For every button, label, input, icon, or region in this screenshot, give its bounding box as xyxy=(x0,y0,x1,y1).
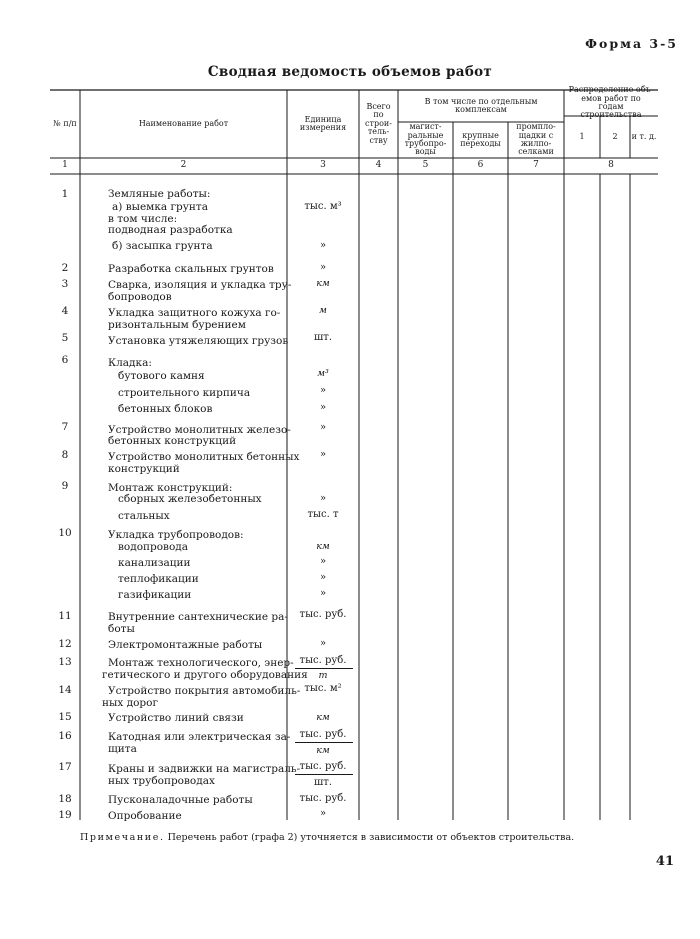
row-number: 5 xyxy=(61,332,69,344)
column-number-8: 8 xyxy=(608,160,614,171)
note-text: Перечень работ (графа 2) уточняется в зависимости от объектов строительства. xyxy=(167,832,575,843)
work-name-line: Земляные работы: xyxy=(108,188,211,200)
unit-of-measure: » xyxy=(319,493,327,504)
row-number: 11 xyxy=(58,610,72,622)
row-number: 1 xyxy=(61,188,69,200)
unit-of-measure: тыс. руб. xyxy=(299,609,347,620)
work-name-line: бутового камня xyxy=(118,370,205,382)
column-number-3: 3 xyxy=(320,160,326,171)
unit-of-measure: » xyxy=(319,638,327,649)
column-number-4: 4 xyxy=(375,160,382,171)
row-number: 6 xyxy=(61,354,69,366)
work-name-line: Установка утяжеляющих грузов xyxy=(108,335,289,347)
page-number: 41 xyxy=(655,854,674,869)
column-number-5: 5 xyxy=(422,160,429,171)
header-col-etc: и т. д. xyxy=(631,131,657,141)
work-name-line: Краны и задвижки на магистраль- xyxy=(108,763,301,775)
row-number: 16 xyxy=(58,730,72,742)
unit-of-measure: м³ xyxy=(317,368,329,379)
header-col-large-crossings: крупные переходы xyxy=(460,130,501,148)
work-name-line: Устройство линий связи xyxy=(108,712,244,724)
column-number-2: 2 xyxy=(180,160,187,171)
unit-of-measure: тыс. м³ xyxy=(304,201,342,212)
table-note xyxy=(80,832,574,843)
unit-divider-line xyxy=(295,742,353,743)
column-number-7: 7 xyxy=(533,160,539,171)
work-name-line: подводная разработка xyxy=(108,224,233,236)
unit-divider-line xyxy=(295,668,353,669)
unit-of-measure: » xyxy=(319,422,327,433)
header-col-unit: Единица измерения xyxy=(299,114,347,132)
work-name-line: ризонтальным бурением xyxy=(108,319,246,331)
row-number: 4 xyxy=(61,305,69,317)
work-name-line: Пусконаладочные работы xyxy=(108,794,253,806)
work-name-line: Укладка трубопроводов: xyxy=(108,529,244,541)
work-name-line: Устройство монолитных бетонных xyxy=(108,451,300,463)
row-number: 12 xyxy=(58,638,72,650)
unit-of-measure: м xyxy=(319,305,327,316)
work-name-line: теплофикации xyxy=(118,573,199,585)
row-number: 7 xyxy=(61,421,69,433)
header-col-industrial-sites: промпло-щадки с жилпо-селками xyxy=(516,122,556,157)
unit-of-measure: шт. xyxy=(313,777,332,788)
work-name-line: Опробование xyxy=(108,810,182,822)
work-name-line: Устройство монолитных железо- xyxy=(108,424,291,436)
row-number: 10 xyxy=(58,527,72,539)
work-name-line: Катодная или электрическая за- xyxy=(108,731,291,743)
unit-of-measure: тыс. руб. xyxy=(299,655,347,666)
header-group-years: Распределение объ-емов работ по годам строительства xyxy=(568,85,654,120)
document-title: Сводная ведомость объемов работ xyxy=(207,64,493,80)
work-name-line: Укладка защитного кожуха го- xyxy=(108,307,281,319)
unit-of-measure: » xyxy=(319,402,327,413)
work-name-line: Внутренние сантехнические ра- xyxy=(108,611,288,623)
row-number: 8 xyxy=(61,449,69,461)
work-name-line: газификации xyxy=(118,589,192,601)
work-name-line: боты xyxy=(108,623,135,635)
work-name-line: сборных железобетонных xyxy=(118,493,262,505)
work-name-line: б) засыпка грунта xyxy=(112,240,213,252)
header-group-complexes: В том числе по отдельным комплексам xyxy=(424,96,538,114)
row-number: 2 xyxy=(61,262,69,274)
work-name-line: а) выемка грунта xyxy=(112,201,208,213)
unit-of-measure: » xyxy=(319,262,327,273)
header-col-trunk-pipelines: магист-ральные трубопро-воды xyxy=(404,122,447,157)
unit-of-measure: » xyxy=(319,588,327,599)
row-number: 17 xyxy=(58,761,72,773)
work-name-line: Монтаж конструкций: xyxy=(108,482,233,494)
work-name-line: бопроводов xyxy=(108,291,172,303)
unit-of-measure: км xyxy=(316,745,330,756)
header-col-year-1: 1 xyxy=(579,131,585,141)
unit-of-measure: » xyxy=(319,449,327,460)
work-name-line: Кладка: xyxy=(108,357,152,369)
unit-of-measure: км xyxy=(316,712,330,723)
header-col-name: Наименование работ xyxy=(138,118,229,128)
unit-of-measure: » xyxy=(319,572,327,583)
unit-of-measure: тыс. м² xyxy=(304,683,342,694)
work-name-line: конструкций xyxy=(108,463,180,475)
work-name-line: гетического и другого оборудования xyxy=(102,669,308,681)
unit-of-measure: » xyxy=(319,240,327,251)
row-number: 14 xyxy=(58,684,72,696)
work-name-line: бетонных конструкций xyxy=(108,435,237,447)
work-name-line: Сварка, изоляция и укладка тру- xyxy=(108,279,292,291)
work-name-line: стальных xyxy=(118,510,170,522)
work-name-line: Устройство покрытия автомобиль- xyxy=(108,685,301,697)
unit-of-measure: тыс. руб. xyxy=(299,793,347,804)
note-label: Примечание. xyxy=(80,832,165,843)
row-number: 13 xyxy=(58,656,72,668)
unit-of-measure: км xyxy=(316,541,330,552)
work-name-line: Монтаж технологического, энер- xyxy=(108,657,294,669)
row-number: 9 xyxy=(61,480,69,492)
work-name-line: строительного кирпича xyxy=(118,387,251,399)
column-number-6: 6 xyxy=(477,160,484,171)
unit-of-measure: » xyxy=(319,385,327,396)
unit-of-measure: » xyxy=(319,808,327,819)
header-col-total: Всего по строи-тель-ству xyxy=(365,102,392,145)
work-name-line: Электромонтажные работы xyxy=(108,639,263,651)
unit-of-measure: шт. xyxy=(313,332,332,343)
row-number: 3 xyxy=(61,278,69,290)
work-name-line: щита xyxy=(108,743,137,755)
work-name-line: ных трубопроводах xyxy=(108,775,215,787)
unit-of-measure: км xyxy=(316,278,330,289)
column-number-1: 1 xyxy=(62,160,68,171)
row-number: 19 xyxy=(58,809,72,821)
header-col-year-2: 2 xyxy=(612,131,618,141)
unit-of-measure: » xyxy=(319,556,327,567)
work-name-line: ных дорог xyxy=(102,697,158,709)
row-number: 15 xyxy=(58,711,72,723)
unit-of-measure: т xyxy=(318,670,328,681)
form-label: Форма 3-5 xyxy=(585,36,678,51)
work-name-line: водопровода xyxy=(118,541,189,553)
work-name-line: в том числе: xyxy=(108,213,178,225)
unit-of-measure: тыс. руб. xyxy=(299,761,347,772)
unit-of-measure: тыс. руб. xyxy=(299,729,347,740)
unit-of-measure: тыс. т xyxy=(307,509,339,520)
work-name-line: бетонных блоков xyxy=(118,403,213,415)
work-name-line: Разработка скальных грунтов xyxy=(108,263,274,275)
work-name-line: канализации xyxy=(118,557,191,569)
works-table xyxy=(50,85,658,830)
unit-divider-line xyxy=(295,774,353,775)
row-number: 18 xyxy=(58,793,72,805)
header-col-number: № п/п xyxy=(53,118,77,128)
